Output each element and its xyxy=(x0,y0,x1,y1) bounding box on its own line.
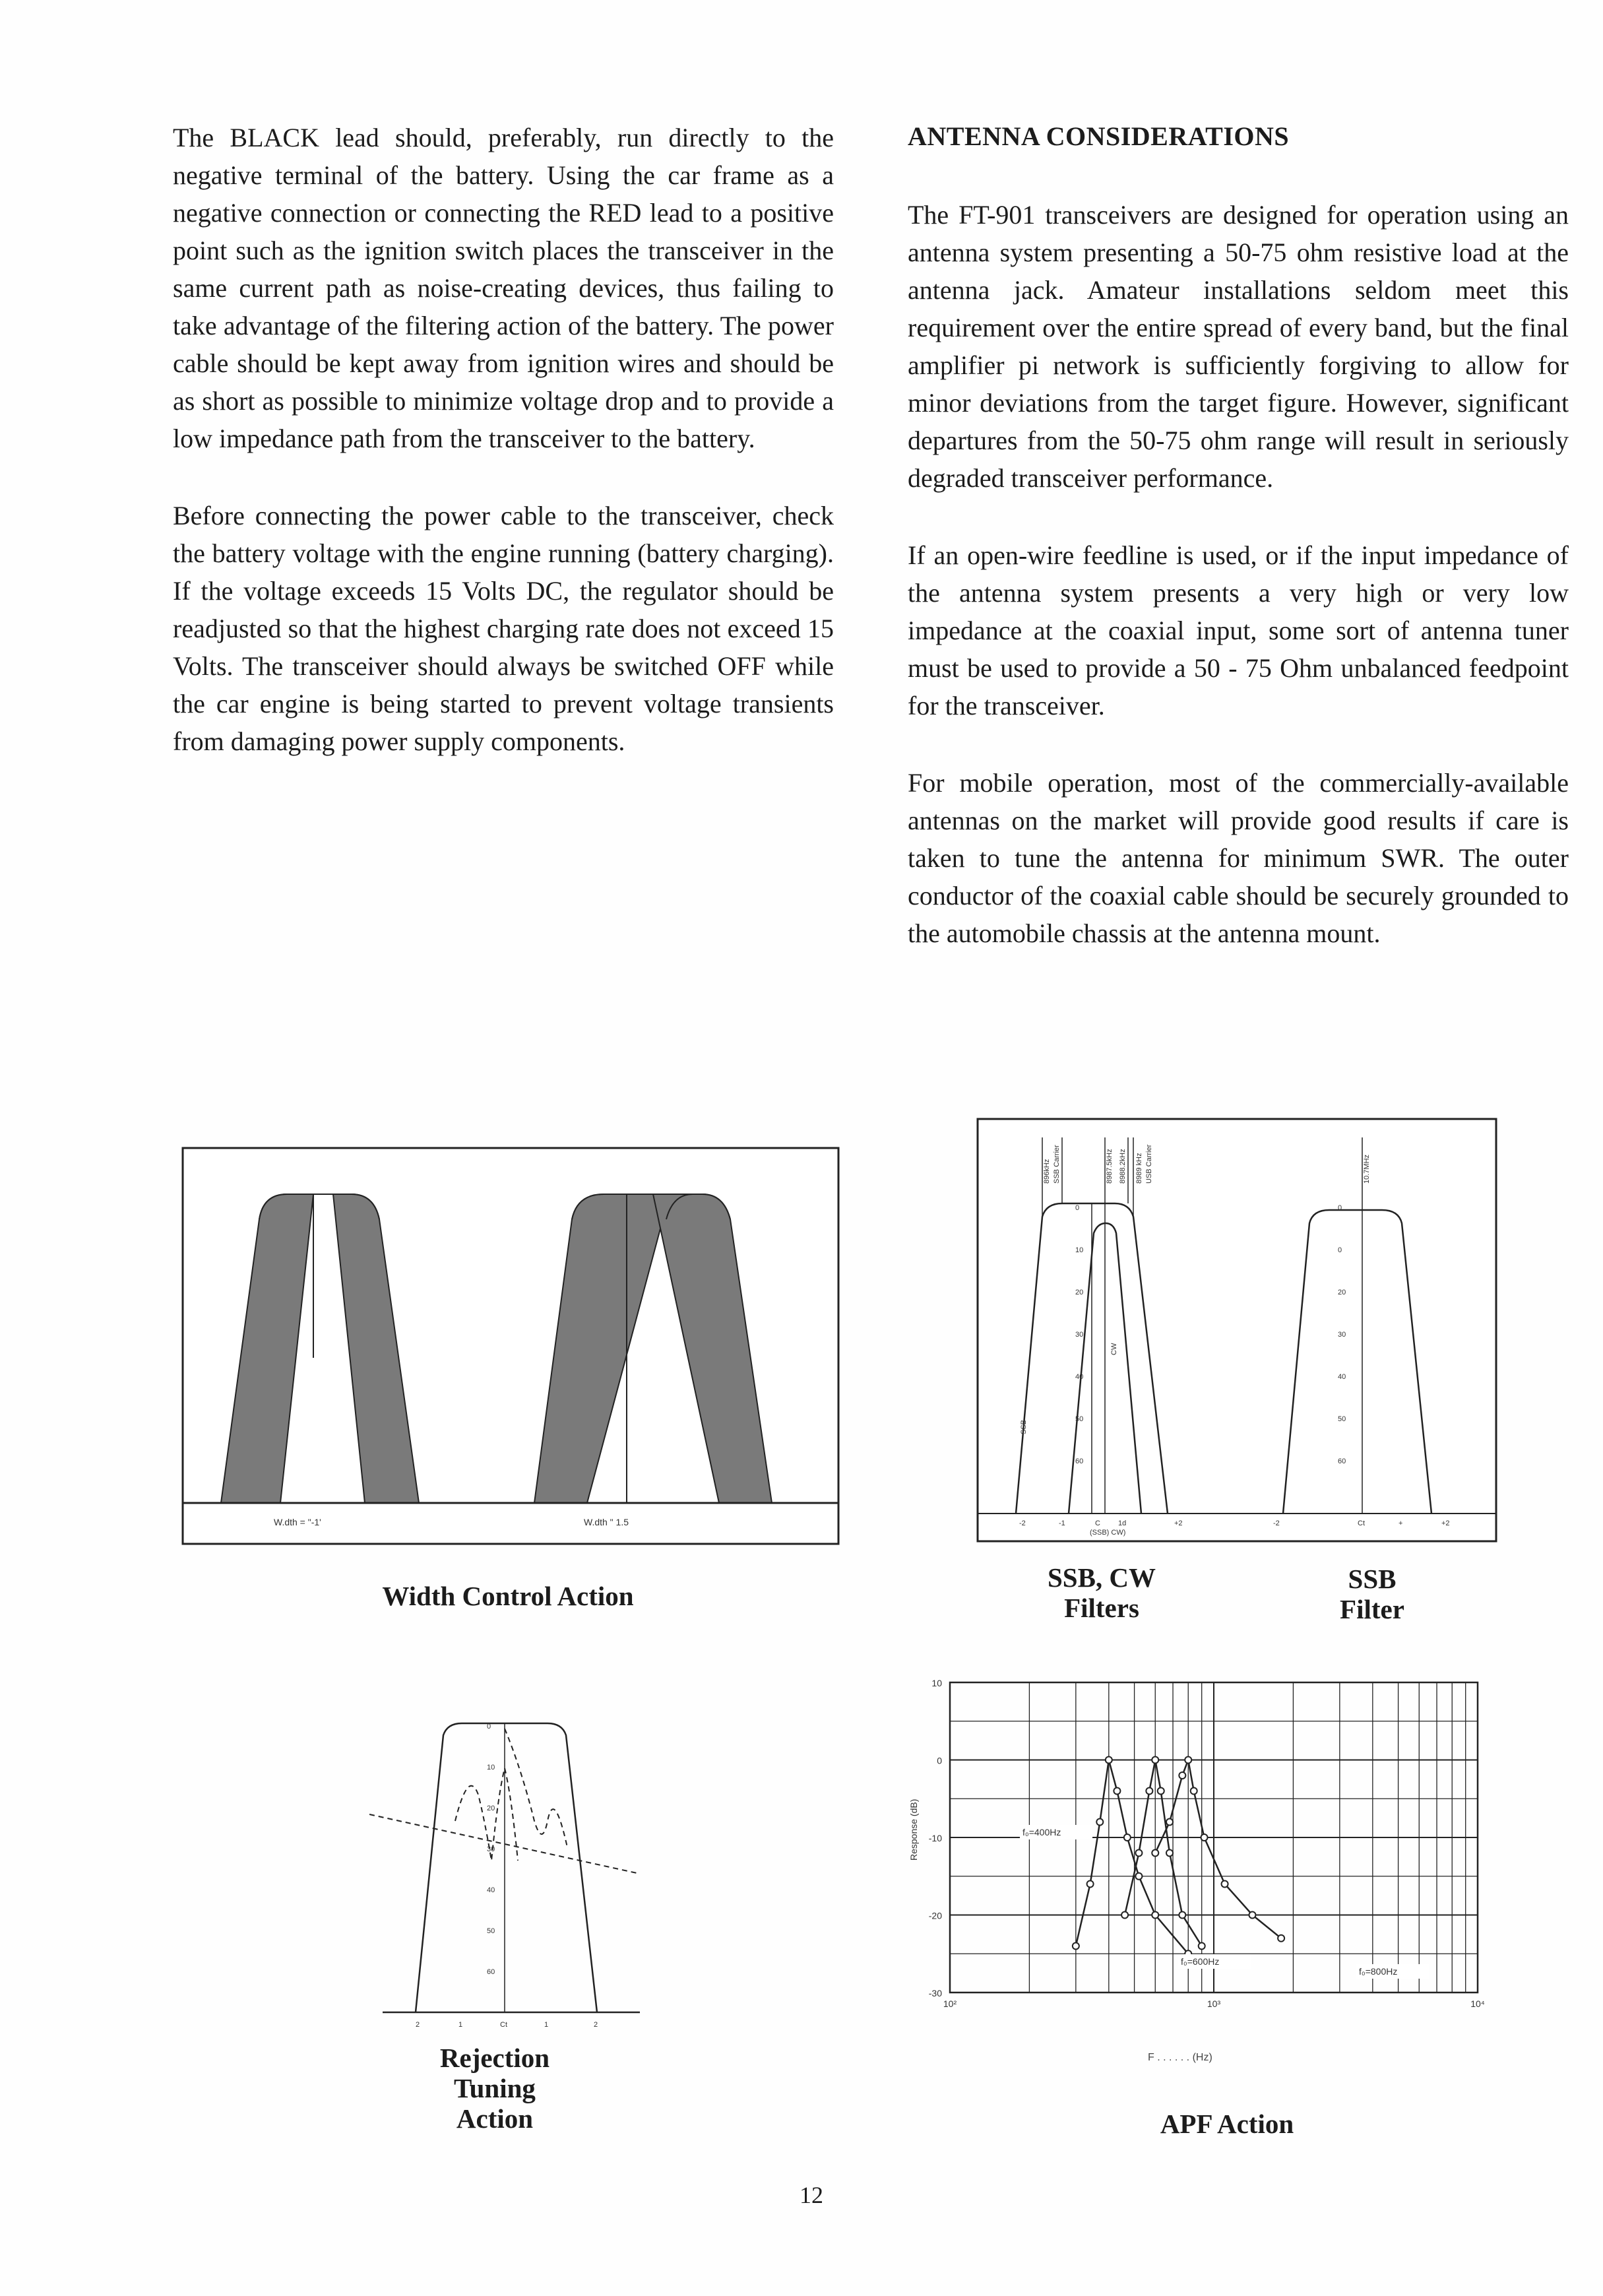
bottom-label: + xyxy=(1399,1519,1403,1527)
apf-y-tick: 10 xyxy=(931,1678,942,1688)
apf-data-point xyxy=(1124,1834,1131,1841)
apf-data-point xyxy=(1152,1912,1158,1919)
apf-y-tick: -30 xyxy=(928,1988,942,1998)
apf-data-point xyxy=(1222,1881,1228,1888)
apf-data-point xyxy=(1201,1834,1208,1841)
paragraph: If an open-wire feedline is used, or if the input impedance of the antenna system presents a very high or very low impedance at the coaxial input, some sort of antenna tuner must be used to provide a 50 - 75 Ohm unbalanced feedpoint for the transceiver. xyxy=(908,540,1569,720)
apf-x-tick: 10⁴ xyxy=(1470,1998,1485,2009)
ssb-cw-filter-diagram xyxy=(976,1118,1497,1547)
top-label: SSB Carrier xyxy=(1053,1145,1061,1184)
bottom-label: Ct xyxy=(1358,1519,1365,1527)
rej-db-tick-label: 20 xyxy=(487,1804,495,1812)
apf-data-point xyxy=(1121,1912,1128,1919)
apf-data-point xyxy=(1179,1912,1185,1919)
apf-data-point xyxy=(1087,1881,1094,1888)
apf-x-tick: 10² xyxy=(943,1998,957,2009)
apf-x-tick: 10³ xyxy=(1207,1998,1221,2009)
apf-data-point xyxy=(1073,1943,1079,1950)
bottom-label: +2 xyxy=(1441,1519,1450,1527)
db-tick-label: 0 xyxy=(1338,1204,1342,1212)
rej-bottom-label: Ct xyxy=(500,2021,507,2029)
bottom-label: +2 xyxy=(1174,1519,1183,1527)
apf-data-point xyxy=(1191,1788,1197,1795)
apf-annotation: f₀=600Hz xyxy=(1181,1956,1220,1967)
paragraph: The BLACK lead should, preferably, run directly to the negative terminal of the battery. Using the car frame as a negative connection or connecting the RED lead to a positive point such as the ignition switch places the transceiver in the same current path as noise-creating devices, thus failing to take advantage of the filtering action of the battery. The power cable should be kept away from ignition wires and should be as short as possible to minimize voltage drop and to provide a low impedance path from the transceiver to the battery. xyxy=(173,123,834,453)
db-tick-label: 60 xyxy=(1338,1457,1346,1465)
right-column xyxy=(908,117,1569,992)
apf-chart-svg xyxy=(897,1663,1504,2032)
apf-xlabel: F . . . . . . (Hz) xyxy=(1148,2052,1212,2063)
bottom-label: -2 xyxy=(1273,1519,1280,1527)
paragraph: The FT-901 transceivers are designed for operation using an antenna system presenting a 50-75 ohm resistive load at the antenna jack. Amateur installations seldom meet this requirement over the entire spread of every band, but the final amplifier pi network is sufficiently forgiving to allow for minor deviations from the target figure. However, significant departures from the 50-75 ohm range will result in seriously degraded transceiver performance. xyxy=(908,200,1569,493)
apf-data-point xyxy=(1146,1788,1152,1795)
paragraph: For mobile operation, most of the commercially-available antennas on the market will provide good results if care is taken to tune the antenna for minimum SWR. The outer conductor of the coaxial cable should be securely grounded to the automobile chassis at the antenna mount. xyxy=(908,768,1569,948)
apf-data-point xyxy=(1179,1772,1185,1779)
ssb-caption: SSB Filter xyxy=(1340,1564,1404,1624)
width-label-right: W.dth " 1.5 xyxy=(584,1517,629,1527)
side-label-ssb: SSB xyxy=(1020,1419,1028,1434)
bottom-label: C xyxy=(1095,1519,1100,1527)
width-control-figure xyxy=(181,1147,840,1545)
db-tick-label: 30 xyxy=(1075,1331,1084,1339)
left-column xyxy=(173,119,834,800)
rej-db-tick-label: 30 xyxy=(487,1845,495,1853)
width-label-left: W.dth = "-1' xyxy=(274,1517,321,1527)
db-tick-label: 0 xyxy=(1338,1246,1342,1254)
apf-data-point xyxy=(1152,1850,1158,1857)
top-label: USB Carrier xyxy=(1145,1144,1153,1184)
rej-bottom-label: 2 xyxy=(416,2021,420,2029)
rejection-tuning-diagram xyxy=(369,1689,660,2032)
apf-y-tick: -10 xyxy=(928,1833,942,1843)
apf-data-point xyxy=(1199,1943,1205,1950)
ssb-cw-filter-figure xyxy=(976,1118,1497,1547)
bottom-sub-label: (SSB) CW) xyxy=(1090,1529,1126,1537)
side-label-cw: CW xyxy=(1110,1343,1118,1355)
top-label: 8987.5kHz xyxy=(1106,1149,1114,1184)
db-tick-label: 0 xyxy=(1075,1204,1080,1212)
apf-chart xyxy=(897,1663,1504,2032)
top-label: 8988.2kHz xyxy=(1119,1149,1127,1184)
rejection-tuning-figure xyxy=(369,1689,660,2032)
width-control-diagram xyxy=(181,1147,840,1545)
bottom-label: 1d xyxy=(1118,1519,1127,1527)
apf-series-line xyxy=(1076,1760,1188,1954)
apf-data-point xyxy=(1249,1912,1255,1919)
rej-db-tick-label: 50 xyxy=(487,1927,495,1935)
top-label: 896kHz xyxy=(1043,1159,1051,1184)
rej-db-tick-label: 60 xyxy=(487,1968,495,1976)
db-tick-label: 20 xyxy=(1338,1289,1346,1296)
paragraph: Before connecting the power cable to the transceiver, check the battery voltage with the engine running (battery charging). If the voltage exceeds 15 Volts DC, the regulator should be readjusted so that the highest charging rate does not exceed 15 Volts. The transceiver should always be switched OFF while the car engine is being started to prevent voltage transients from damaging power supply components. xyxy=(173,501,834,756)
apf-caption: APF Action xyxy=(1160,2109,1294,2139)
rejection-caption: Rejection Tuning Action xyxy=(439,2043,550,2134)
apf-y-tick: 0 xyxy=(937,1755,942,1766)
rej-db-tick-label: 0 xyxy=(487,1723,491,1731)
apf-data-point xyxy=(1185,1757,1191,1764)
page-number: 12 xyxy=(800,2182,823,2208)
apf-ylabel: Response (dB) xyxy=(908,1799,919,1861)
bottom-label: -1 xyxy=(1059,1519,1065,1527)
apf-data-point xyxy=(1166,1850,1173,1857)
apf-annotation: f₀=400Hz xyxy=(1022,1827,1061,1837)
width-control-caption: Width Control Action xyxy=(382,1581,634,1611)
db-tick-label: 50 xyxy=(1338,1415,1346,1423)
apf-data-point xyxy=(1096,1819,1103,1826)
bottom-label: -2 xyxy=(1019,1519,1026,1527)
apf-y-tick: -20 xyxy=(928,1910,942,1921)
apf-annotation: f₀=800Hz xyxy=(1359,1966,1398,1977)
db-tick-label: 40 xyxy=(1075,1373,1084,1381)
rej-bottom-label: 1 xyxy=(544,2021,549,2029)
apf-data-point xyxy=(1278,1935,1284,1942)
apf-data-point xyxy=(1114,1788,1120,1795)
apf-data-point xyxy=(1152,1757,1158,1764)
apf-data-point xyxy=(1135,1873,1142,1880)
rej-db-tick-label: 40 xyxy=(487,1886,495,1894)
db-tick-label: 20 xyxy=(1075,1289,1084,1296)
db-tick-label: 50 xyxy=(1075,1415,1084,1423)
ssb-cw-caption: SSB, CW Filters xyxy=(1047,1562,1156,1623)
db-tick-label: 60 xyxy=(1075,1457,1084,1465)
apf-data-point xyxy=(1166,1819,1173,1826)
rej-bottom-label: 2 xyxy=(594,2021,598,2029)
db-tick-label: 40 xyxy=(1338,1373,1346,1381)
apf-data-point xyxy=(1106,1757,1112,1764)
section-heading: ANTENNA CONSIDERATIONS xyxy=(908,121,1290,151)
apf-data-point xyxy=(1158,1788,1164,1795)
apf-data-point xyxy=(1135,1850,1142,1857)
rej-bottom-label: 1 xyxy=(458,2021,463,2029)
db-tick-label: 30 xyxy=(1338,1331,1346,1339)
db-tick-label: 10 xyxy=(1075,1246,1084,1254)
apf-series-line xyxy=(1155,1760,1281,1938)
top-label: 8989 kHz xyxy=(1135,1153,1143,1184)
top-label: 10.7MHz xyxy=(1363,1154,1371,1184)
rej-db-tick-label: 10 xyxy=(487,1764,495,1771)
